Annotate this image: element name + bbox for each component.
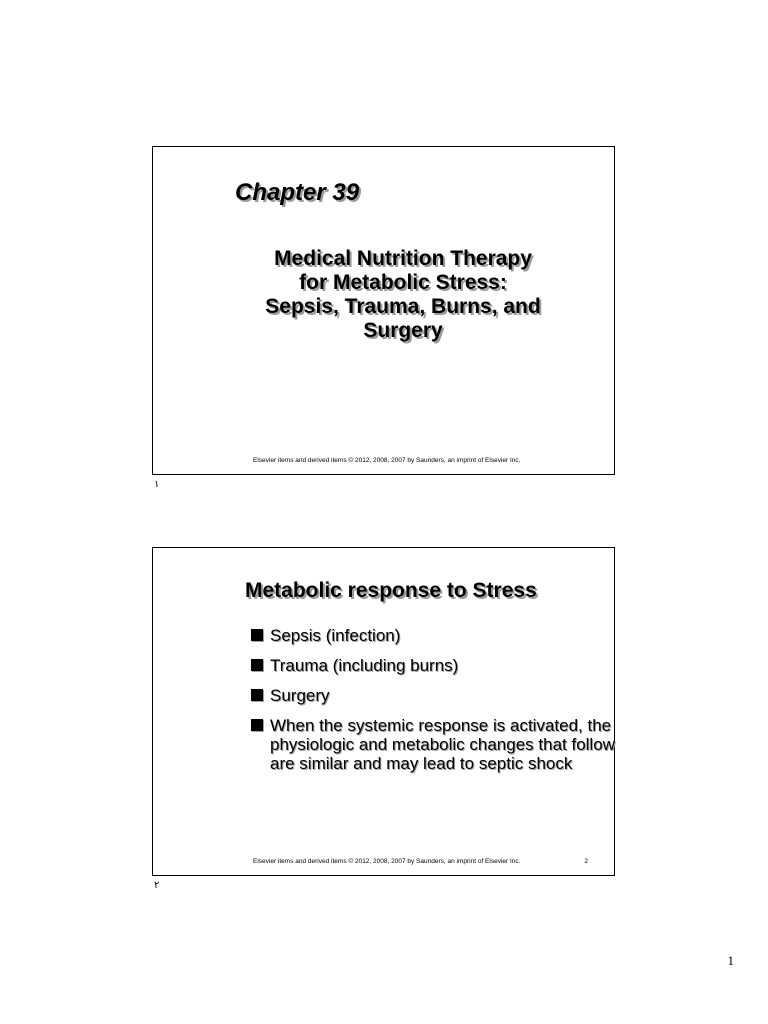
list-item-text: When the systemic response is activated, the physiologic and metabolic changes that follow are similar and may lead to septic shock <box>270 716 615 773</box>
slide-subtitle: Medical Nutrition Therapy for Metabolic Stress: Sepsis, Trauma, Burns, and Surgery <box>265 247 541 342</box>
chapter-title: Chapter 39 <box>235 179 360 206</box>
square-bullet-icon <box>251 659 263 671</box>
page-number: 1 <box>727 953 734 968</box>
slide-2 <box>152 547 615 876</box>
list-item-text: Trauma (including burns) <box>270 656 459 675</box>
list-item-text: Surgery <box>270 686 330 705</box>
list-item-text: Sepsis (infection) <box>270 626 401 645</box>
list-item <box>251 656 619 675</box>
slide-number: 2 <box>584 858 588 865</box>
copyright-footer: Elsevier items and derived items © 2012, 2008, 2007 by Saunders, an imprint of Elsevier Inc. <box>253 858 521 865</box>
slide-title: Metabolic response to Stress <box>245 579 537 602</box>
bullet-list <box>251 626 619 784</box>
square-bullet-icon <box>251 719 263 731</box>
slide-2-side-number: ٢ <box>154 880 160 891</box>
square-bullet-icon <box>251 689 263 701</box>
square-bullet-icon <box>251 629 263 641</box>
list-item <box>251 686 619 705</box>
copyright-footer: Elsevier items and derived items © 2012, 2008, 2007 by Saunders, an imprint of Elsevier Inc. <box>253 457 521 464</box>
slide-1 <box>152 146 615 475</box>
list-item <box>251 626 619 645</box>
list-item <box>251 716 619 773</box>
slide-1-side-number: ١ <box>154 479 160 490</box>
